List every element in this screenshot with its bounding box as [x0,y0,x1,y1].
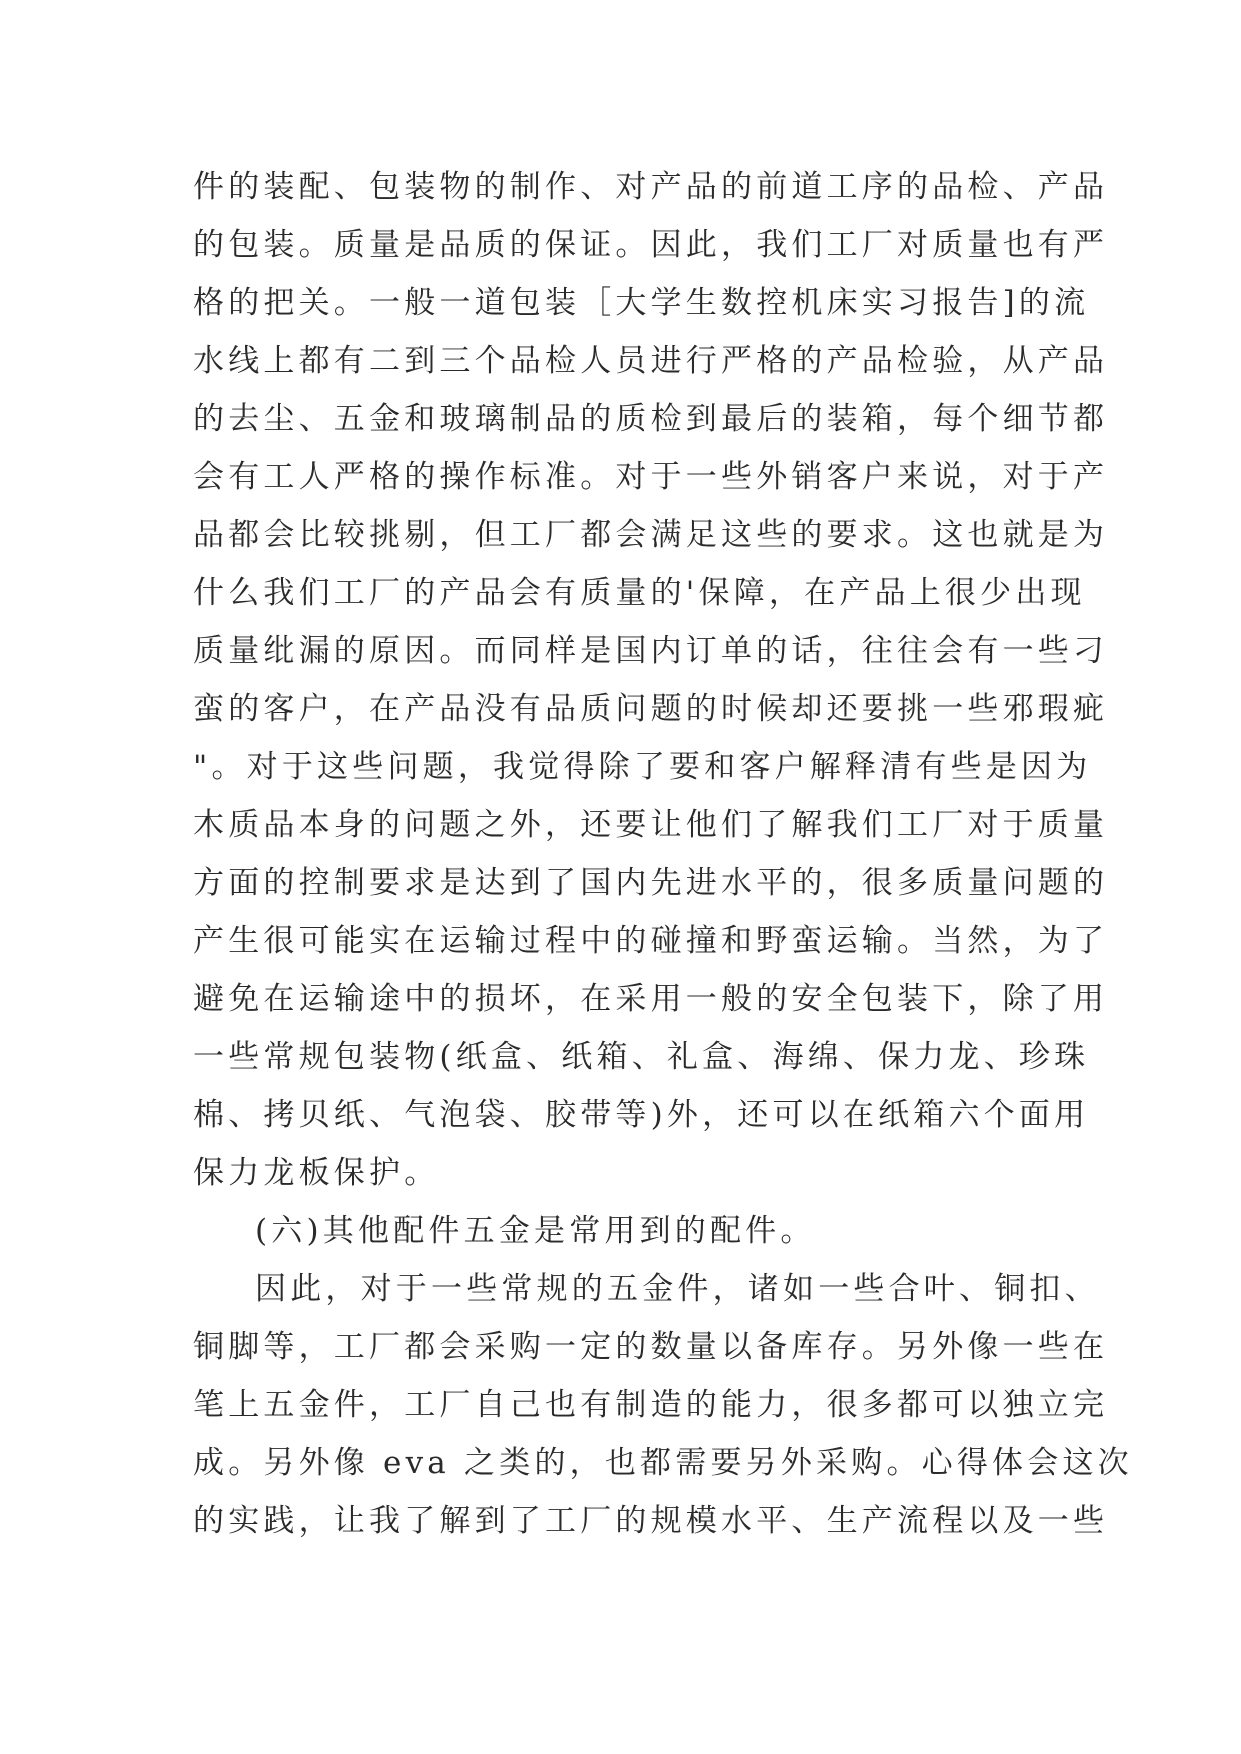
text-line: 质量纰漏的原因。而同样是国内订单的话，往往会有一些刁 [193,633,1109,669]
text-line: 木质品本身的问题之外，还要让他们了解我们工厂对于质量 [193,807,1109,843]
section-heading: (六)其他配件五金是常用到的配件。 [255,1213,816,1249]
text-line: 产生很可能实在运输过程中的碰撞和野蛮运输。当然，为了 [193,923,1109,959]
text-line: 的实践，让我了解到了工厂的规模水平、生产流程以及一些 [193,1503,1109,1539]
text-line: 蛮的客户，在产品没有品质问题的时候却还要挑一些邪瑕疵 [193,691,1109,727]
text-line: 件的装配、包装物的制作、对产品的前道工序的品检、产品 [193,169,1109,205]
text-line: 会有工人严格的操作标准。对于一些外销客户来说，对于产 [193,459,1109,495]
text-line: 一些常规包装物(纸盒、纸箱、礼盒、海绵、保力龙、珍珠 [193,1039,1090,1075]
text-line: 铜脚等，工厂都会采购一定的数量以备库存。另外像一些在 [193,1329,1109,1365]
text-line: 水线上都有二到三个品检人员进行严格的产品检验，从产品 [193,343,1109,379]
paragraph-first-line: 因此，对于一些常规的五金件，诸如一些合叶、铜扣、 [255,1271,1100,1307]
text-line: 什么我们工厂的产品会有质量的'保障，在产品上很少出现 [193,575,1086,611]
text-line: 的包装。质量是品质的保证。因此，我们工厂对质量也有严 [193,227,1109,263]
text-line: 棉、拷贝纸、气泡袋、胶带等)外，还可以在纸箱六个面用 [193,1097,1090,1133]
text-line: 格的把关。一般一道包装［大学生数控机床实习报告]的流 [193,285,1090,321]
text-line: "。对于这些问题，我觉得除了要和客户解释清有些是因为 [193,749,1092,785]
text-line: 方面的控制要求是达到了国内先进水平的，很多质量问题的 [193,865,1109,901]
text-line: 笔上五金件，工厂自己也有制造的能力，很多都可以独立完 [193,1387,1109,1423]
text-line: 保力龙板保护。 [193,1155,440,1191]
text-line: 避免在运输途中的损坏，在采用一般的安全包装下，除了用 [193,981,1109,1017]
text-line: 的去尘、五金和玻璃制品的质检到最后的装箱，每个细节都 [193,401,1109,437]
text-line: 品都会比较挑剔，但工厂都会满足这些的要求。这也就是为 [193,517,1109,553]
body-text [193,158,1133,1550]
text-line: 成。另外像 eva 之类的，也都需要另外采购。心得体会这次 [193,1445,1133,1481]
